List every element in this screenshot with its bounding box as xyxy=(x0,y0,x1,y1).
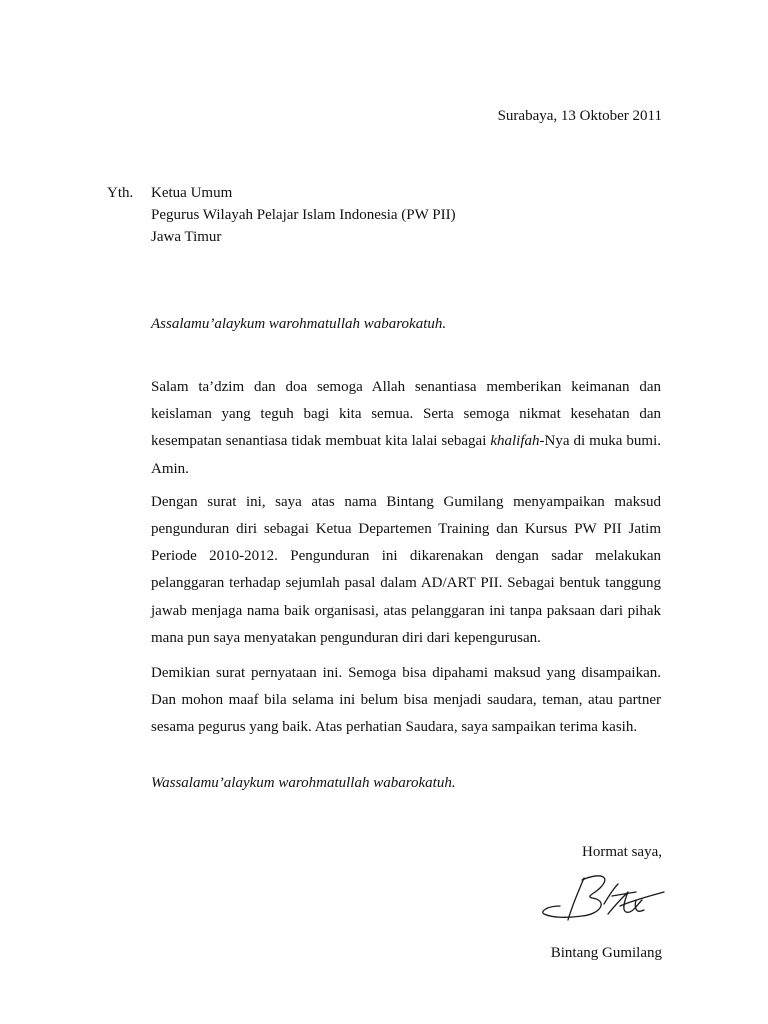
signature-stroke xyxy=(604,884,618,904)
paragraph-text: -Nya di muka bumi. Amin. xyxy=(151,433,661,477)
signature-stroke xyxy=(568,878,584,920)
italic-term: khalifah xyxy=(490,433,540,450)
paragraph-text: Salam ta’dzim dan doa semoga Allah senantiasa memberikan keimanan dan keislaman yang teguh bagi kita semua. Serta semoga nikmat kesehatan dan kesempatan senantiasa tidak membuat kita lalai sebagai xyxy=(151,379,661,450)
recipient-line: Pegurus Wilayah Pelajar Islam Indonesia (PW PII) xyxy=(151,207,456,223)
signer-name: Bintang Gumilang xyxy=(550,945,662,961)
recipient-block xyxy=(151,184,671,250)
closing-greeting: Wassalamu’alaykum warohmatullah wabarokatuh. xyxy=(151,775,456,791)
recipient-line: Jawa Timur xyxy=(151,229,222,245)
handwritten-signature xyxy=(538,870,668,934)
signature-stroke xyxy=(543,876,605,917)
sign-off: Hormat saya, xyxy=(582,844,662,860)
paragraph-resignation: Dengan surat ini, saya atas nama Bintang Gumilang menyampaikan maksud pengunduran diri sebagai Ketua Departemen Training dan Kursus PW PII Jatim Periode 2010-2012. Pengunduran ini dikarenakan dengan sadar melakukan pelanggaran terhadap sejumlah pasal dalam AD/ART PII. Sebagai bentuk tanggung jawab menjaga nama baik organisasi, atas pelanggaran ini tanpa paksaan dari pihak mana pun saya menyatakan pengunduran diri dari kepengurusan. xyxy=(151,493,661,646)
paragraph-wishes xyxy=(151,374,661,483)
opening-greeting: Assalamu’alaykum warohmatullah wabarokatuh. xyxy=(151,316,447,332)
letter-body xyxy=(151,374,661,750)
paragraph-closing-remarks: Demikian surat pernyataan ini. Semoga bisa dipahami maksud yang disampaikan. Dan mohon maaf bila selama ini belum bisa menjadi saudara, teman, atau partner sesama pegurus yang baik. Atas perhatian Saudara, saya sampaikan terima kasih. xyxy=(151,665,661,736)
recipient-label: Yth. xyxy=(107,185,134,201)
recipient-line: Ketua Umum xyxy=(151,185,233,201)
place-date: Surabaya, 13 Oktober 2011 xyxy=(497,108,662,124)
